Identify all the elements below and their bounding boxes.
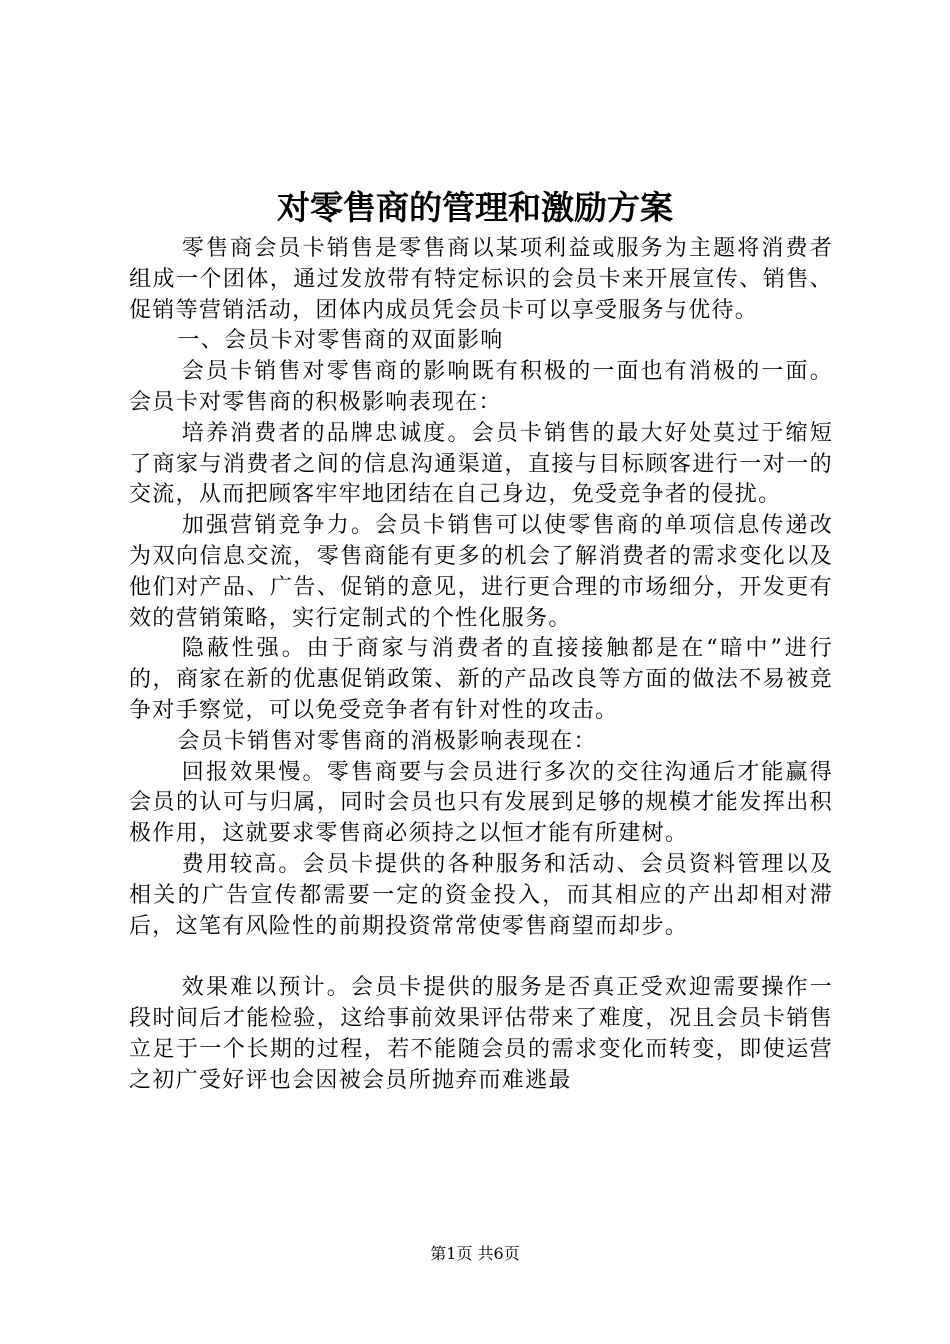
paragraph-unpredictable: 效果难以预计。会员卡提供的服务是否真正受欢迎需要操作一段时间后才能检验，这给事前效果评估带来了难度，况且会员卡销售立足于一个长期的过程，若不能随会员的需求变化而转变，即使运营之初广受好评也会因被会员所抛弃而难逃最 xyxy=(129,975,833,1093)
document-body xyxy=(129,234,833,1096)
page-number-footer: 第1页 共6页 xyxy=(430,1244,520,1263)
paragraph-competitiveness: 加强营销竞争力。会员卡销售可以使零售商的单项信息传递改为双向信息交流，零售商能有更多的机会了解消费者的需求变化以及他们对产品、广告、促销的意见，进行更合理的市场细分，开发更有效的营销策略，实行定制式的个性化服务。 xyxy=(129,513,833,631)
section-heading-1: 一、会员卡对零售商的双面影响 xyxy=(177,328,504,354)
paragraph-high-cost: 费用较高。会员卡提供的各种服务和活动、会员资料管理以及相关的广告宣传都需要一定的资金投入，而其相应的产出却相对滞后，这笔有风险性的前期投资常常使零售商望而却步。 xyxy=(129,851,833,939)
paragraph-brand-loyalty: 培养消费者的品牌忠诚度。会员卡销售的最大好处莫过于缩短了商家与消费者之间的信息沟通渠道，直接与目标顾客进行一对一的交流，从而把顾客牢牢地团结在自己身边，免受竞争者的侵扰。 xyxy=(129,420,833,508)
paragraph-negative-intro: 会员卡销售对零售商的消极影响表现在： xyxy=(177,728,597,754)
paragraph-impact-overview: 会员卡销售对零售商的影响既有积极的一面也有消极的一面。会员卡对零售商的积极影响表现在： xyxy=(129,359,833,415)
paragraph-slow-return: 回报效果慢。零售商要与会员进行多次的交往沟通后才能赢得会员的认可与归属，同时会员也只有发展到足够的规模才能发挥出积极作用，这就要求零售商必须持之以恒才能有所建树。 xyxy=(129,759,833,847)
blank-line xyxy=(129,942,833,973)
paragraph-intro: 零售商会员卡销售是零售商以某项利益或服务为主题将消费者组成一个团体，通过发放带有特定标识的会员卡来开展宣传、销售、促销等营销活动，团体内成员凭会员卡可以享受服务与优待。 xyxy=(129,236,833,323)
paragraph-concealment: 隐蔽性强。由于商家与消费者的直接接触都是在“暗中”进行的，商家在新的优惠促销政策、新的产品改良等方面的做法不易被竞争对手察觉，可以免受竞争者有针对性的攻击。 xyxy=(129,636,833,723)
document-title: 对零售商的管理和激励方案 xyxy=(277,188,673,227)
